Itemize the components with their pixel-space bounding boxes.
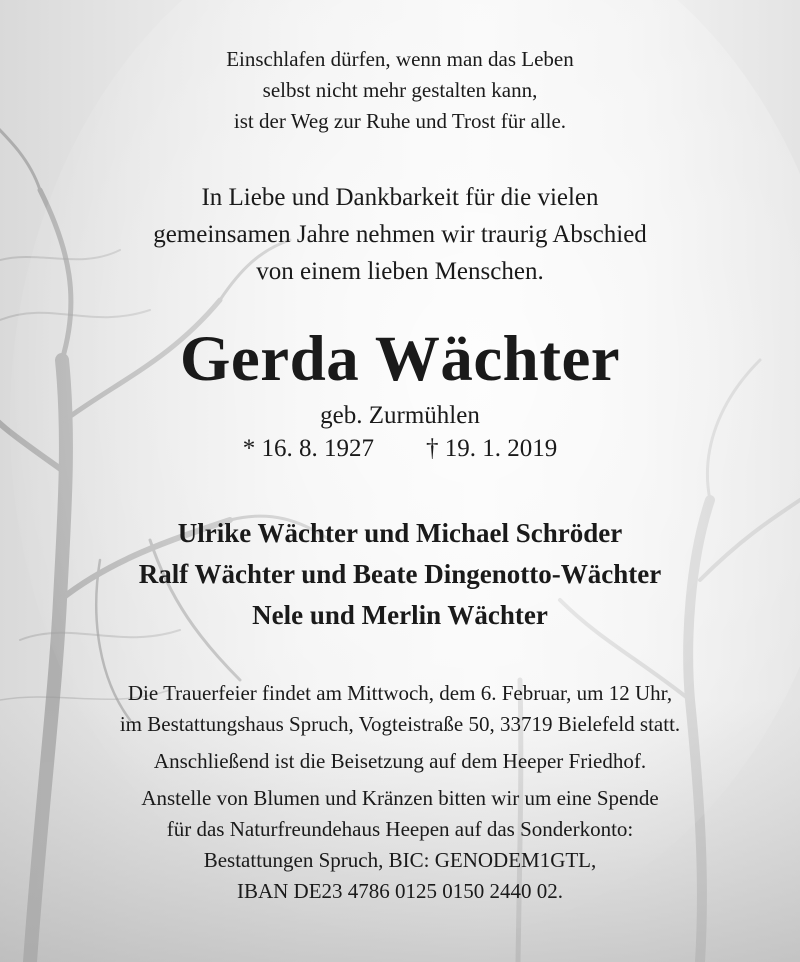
donation-line: Bestattungen Spruch, BIC: GENODEM1GTL, (203, 848, 597, 872)
ceremony-info (0, 678, 800, 740)
mourner-line: Ulrike Wächter und Michael Schröder (177, 518, 623, 548)
intro-text (0, 179, 800, 290)
deceased-name: Gerda Wächter (179, 323, 621, 395)
motto-line: ist der Weg zur Ruhe und Trost für alle. (233, 109, 567, 133)
death-date: † 19. 1. 2019 (426, 435, 558, 462)
ceremony-line: Die Trauerfeier findet am Mittwoch, dem 6. Februar, um 12 Uhr, (127, 681, 673, 705)
mourners (0, 513, 800, 636)
intro-line: gemeinsamen Jahre nehmen wir traurig Abschied (153, 221, 647, 248)
intro-line: von einem lieben Menschen. (256, 258, 544, 285)
donation-line: IBAN DE23 4786 0125 0150 2440 02. (236, 879, 564, 903)
intro-line: In Liebe und Dankbarkeit für die vielen (201, 184, 599, 211)
mourner-line: Nele und Merlin Wächter (252, 600, 548, 630)
ceremony-line: im Bestattungshaus Spruch, Vogteistraße 50, 33719 Bielefeld statt. (119, 712, 681, 736)
motto-line: Einschlafen dürfen, wenn man das Leben (226, 47, 574, 71)
donation-line: für das Naturfreundehaus Heepen auf das Sonderkonto: (166, 817, 634, 841)
donation-info (0, 783, 800, 907)
burial-line: Anschließend ist die Beisetzung auf dem Heeper Friedhof. (153, 749, 647, 773)
donation-line: Anstelle von Blumen und Kränzen bitten wir um eine Spende (141, 786, 659, 810)
mourner-line: Ralf Wächter und Beate Dingenotto-Wächter (138, 559, 662, 589)
burial-info (0, 746, 800, 777)
birth-date: * 16. 8. 1927 (242, 435, 374, 462)
birth-name: geb. Zurmühlen (320, 402, 480, 429)
life-dates (0, 432, 800, 465)
motto-line: selbst nicht mehr gestalten kann, (262, 78, 538, 102)
motto (0, 0, 800, 137)
